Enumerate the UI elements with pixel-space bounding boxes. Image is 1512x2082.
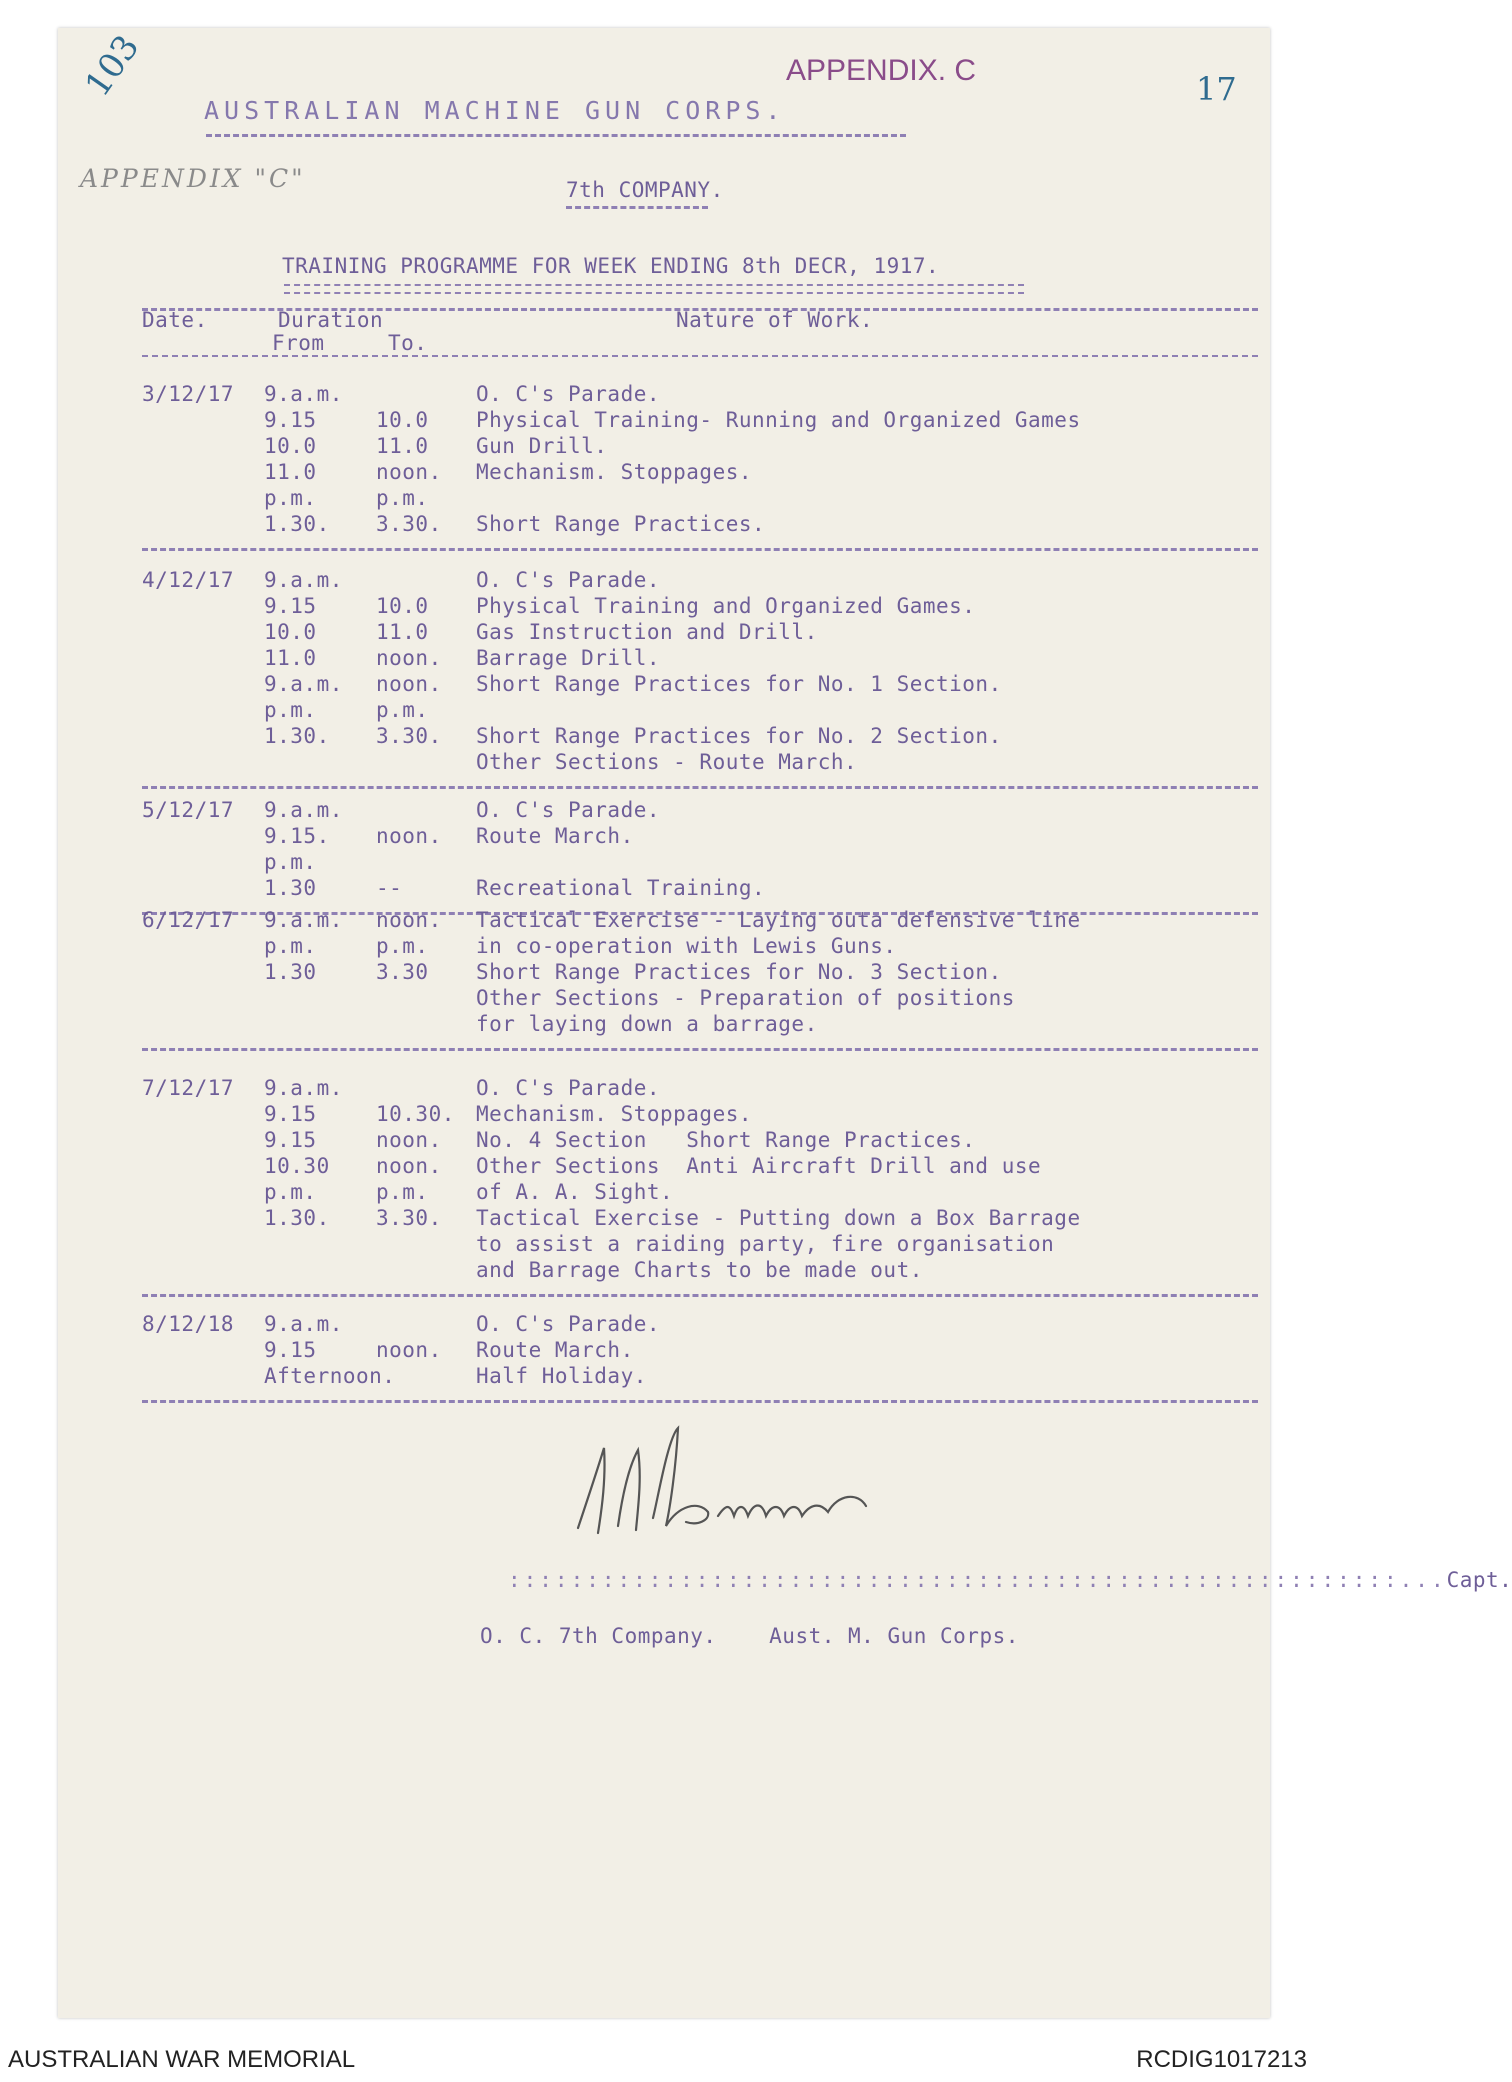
sheet-number-right: 17 bbox=[1196, 70, 1237, 108]
schedule-work: of A. A. Sight. bbox=[476, 1180, 674, 1204]
day-separator bbox=[142, 1294, 1258, 1297]
day-date: 8/12/18 bbox=[142, 1312, 235, 1336]
day-separator bbox=[142, 786, 1258, 789]
schedule-to: noon. bbox=[376, 1154, 442, 1178]
appendix-stamp: APPENDIX. C bbox=[786, 54, 977, 87]
schedule-from: 9.a.m. bbox=[264, 1312, 343, 1336]
company-underline bbox=[566, 206, 708, 209]
corps-heading: AUSTRALIAN MACHINE GUN CORPS. bbox=[204, 96, 786, 125]
day-date: 3/12/17 bbox=[142, 382, 235, 406]
schedule-work: Tactical Exercise - Putting down a Box Barrage bbox=[476, 1206, 1081, 1230]
schedule-to: p.m. bbox=[376, 486, 429, 510]
schedule-from: Afternoon. bbox=[264, 1364, 396, 1388]
schedule-from: 1.30. bbox=[264, 724, 330, 748]
schedule-from: p.m. bbox=[264, 934, 317, 958]
schedule-from: 1.30 bbox=[264, 960, 317, 984]
schedule-work: O. C's Parade. bbox=[476, 1312, 661, 1336]
schedule-from: 9.a.m. bbox=[264, 568, 343, 592]
oc-line bbox=[480, 1624, 1019, 1648]
schedule-work: Short Range Practices. bbox=[476, 512, 766, 536]
schedule-work: Other Sections Anti Aircraft Drill and use bbox=[476, 1154, 1042, 1178]
schedule-from: 1.30 bbox=[264, 876, 317, 900]
schedule-work: Short Range Practices for No. 1 Section. bbox=[476, 672, 1002, 696]
schedule-to: 11.0 bbox=[376, 434, 429, 458]
schedule-from: 9.a.m. bbox=[264, 798, 343, 822]
schedule-work: O. C's Parade. bbox=[476, 798, 661, 822]
schedule-from: 10.30 bbox=[264, 1154, 330, 1178]
schedule-work: Gun Drill. bbox=[476, 434, 608, 458]
schedule-from: 9.15 bbox=[264, 1128, 317, 1152]
schedule-to: 3.30 bbox=[376, 960, 429, 984]
col-header-from: From bbox=[272, 331, 325, 355]
sheet-number-left: 103 bbox=[77, 27, 148, 105]
schedule-from: 9.a.m. bbox=[264, 1076, 343, 1100]
schedule-work: Physical Training- Running and Organized Games bbox=[476, 408, 1081, 432]
schedule-work: Short Range Practices for No. 3 Section. bbox=[476, 960, 1002, 984]
schedule-work: in co-operation with Lewis Guns. bbox=[476, 934, 897, 958]
schedule-to: 10.0 bbox=[376, 408, 429, 432]
signature-line: :::::::::::::::::::::::::::::::::::::::::::::::::::::::::...Capt. bbox=[508, 1568, 1512, 1592]
appendix-handwritten-note: APPENDIX "C" bbox=[80, 164, 306, 193]
company-heading: 7th COMPANY. bbox=[566, 178, 724, 202]
footer-source: AUSTRALIAN WAR MEMORIAL bbox=[8, 2046, 356, 2073]
schedule-to: 3.30. bbox=[376, 512, 442, 536]
col-header-to: To. bbox=[388, 331, 428, 355]
schedule-from: 9.a.m. bbox=[264, 672, 343, 696]
schedule-from: 9.15 bbox=[264, 594, 317, 618]
schedule-to: noon. bbox=[376, 1338, 442, 1362]
schedule-to: 10.30. bbox=[376, 1102, 455, 1126]
schedule-from: 11.0 bbox=[264, 646, 317, 670]
oc-title: O. C. 7th Company. bbox=[480, 1624, 717, 1648]
schedule-work: for laying down a barrage. bbox=[476, 1012, 818, 1036]
schedule-work: Short Range Practices for No. 2 Section. bbox=[476, 724, 1002, 748]
schedule-from: 9.a.m. bbox=[264, 908, 343, 932]
day-date: 6/12/17 bbox=[142, 908, 235, 932]
schedule-work: O. C's Parade. bbox=[476, 382, 661, 406]
schedule-to: p.m. bbox=[376, 934, 429, 958]
title-underline-double bbox=[284, 292, 1024, 294]
schedule-to: noon. bbox=[376, 460, 442, 484]
schedule-to: noon. bbox=[376, 672, 442, 696]
schedule-from: 10.0 bbox=[264, 620, 317, 644]
schedule-work: O. C's Parade. bbox=[476, 568, 661, 592]
schedule-from: 9.a.m. bbox=[264, 382, 343, 406]
schedule-work: Route March. bbox=[476, 1338, 634, 1362]
day-separator bbox=[142, 548, 1258, 551]
schedule-from: p.m. bbox=[264, 698, 317, 722]
schedule-to: p.m. bbox=[376, 698, 429, 722]
schedule-work: Tactical Exercise - Laying outa defensive line bbox=[476, 908, 1081, 932]
schedule-from: 1.30. bbox=[264, 512, 330, 536]
oc-corps: Aust. M. Gun Corps. bbox=[769, 1624, 1019, 1648]
schedule-to: noon. bbox=[376, 646, 442, 670]
schedule-work: O. C's Parade. bbox=[476, 1076, 661, 1100]
schedule-work: Other Sections - Preparation of positions bbox=[476, 986, 1015, 1010]
schedule-from: 1.30. bbox=[264, 1206, 330, 1230]
schedule-work: No. 4 Section Short Range Practices. bbox=[476, 1128, 976, 1152]
signature-scrawl bbox=[558, 1408, 918, 1558]
header-rule bbox=[142, 355, 1258, 357]
schedule-from: 11.0 bbox=[264, 460, 317, 484]
schedule-to: noon. bbox=[376, 1128, 442, 1152]
schedule-to: -- bbox=[376, 876, 403, 900]
schedule-work: Route March. bbox=[476, 824, 634, 848]
schedule-work: Mechanism. Stoppages. bbox=[476, 460, 753, 484]
schedule-from: 9.15. bbox=[264, 824, 330, 848]
schedule-work: Barrage Drill. bbox=[476, 646, 661, 670]
schedule-to: 3.30. bbox=[376, 724, 442, 748]
schedule-to: noon. bbox=[376, 824, 442, 848]
schedule-work: Mechanism. Stoppages. bbox=[476, 1102, 753, 1126]
day-date: 5/12/17 bbox=[142, 798, 235, 822]
schedule-work: Other Sections - Route March. bbox=[476, 750, 858, 774]
schedule-work: Half Holiday. bbox=[476, 1364, 647, 1388]
schedule-from: 9.15 bbox=[264, 408, 317, 432]
day-date: 7/12/17 bbox=[142, 1076, 235, 1100]
schedule-from: 9.15 bbox=[264, 1338, 317, 1362]
schedule-from: 10.0 bbox=[264, 434, 317, 458]
signature-rank: Capt. bbox=[1446, 1568, 1512, 1592]
day-separator bbox=[142, 1400, 1258, 1403]
day-date: 4/12/17 bbox=[142, 568, 235, 592]
col-header-date: Date. bbox=[142, 308, 208, 332]
document-page bbox=[58, 27, 1512, 2018]
schedule-work: and Barrage Charts to be made out. bbox=[476, 1258, 923, 1282]
schedule-to: p.m. bbox=[376, 1180, 429, 1204]
schedule-work: Gas Instruction and Drill. bbox=[476, 620, 818, 644]
heading-underline bbox=[206, 134, 906, 137]
footer-id: RCDIG1017213 bbox=[1136, 2046, 1307, 2073]
schedule-work: to assist a raiding party, fire organisation bbox=[476, 1232, 1055, 1256]
schedule-from: p.m. bbox=[264, 1180, 317, 1204]
col-header-nature: Nature of Work. bbox=[676, 308, 874, 332]
schedule-to: 3.30. bbox=[376, 1206, 442, 1230]
title-underline bbox=[284, 284, 1024, 286]
schedule-to: 11.0 bbox=[376, 620, 429, 644]
schedule-from: p.m. bbox=[264, 850, 317, 874]
schedule-work: Physical Training and Organized Games. bbox=[476, 594, 976, 618]
schedule-to: 10.0 bbox=[376, 594, 429, 618]
schedule-from: p.m. bbox=[264, 486, 317, 510]
schedule-from: 9.15 bbox=[264, 1102, 317, 1126]
col-header-duration: Duration bbox=[278, 308, 384, 332]
schedule-work: Recreational Training. bbox=[476, 876, 766, 900]
schedule-to: noon. bbox=[376, 908, 442, 932]
day-separator bbox=[142, 1048, 1258, 1051]
programme-title: TRAINING PROGRAMME FOR WEEK ENDING 8th DECR, 1917. bbox=[282, 254, 940, 278]
